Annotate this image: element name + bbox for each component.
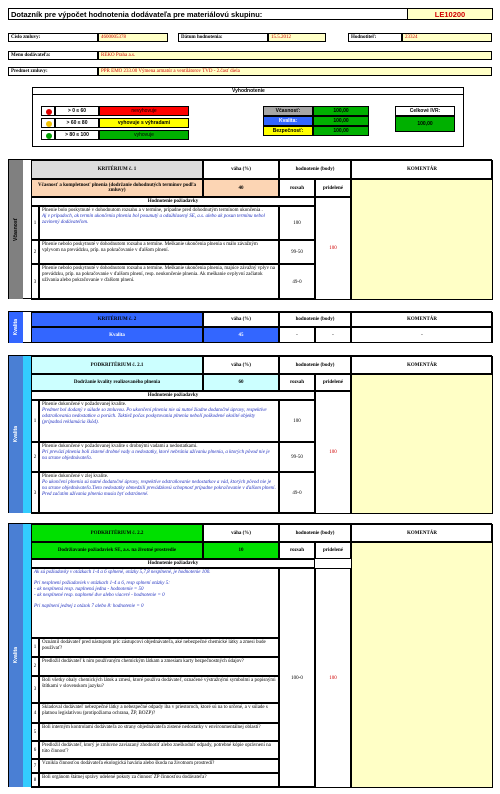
subcriterion-2-1-score-label: hodnotenie (body) bbox=[279, 356, 351, 374]
scores bbox=[263, 106, 369, 136]
criterion-2-side bbox=[9, 312, 23, 343]
subcriterion-2-1-side-stripe bbox=[23, 356, 31, 513]
criterion-1-row-1-note: Aj v prípadoch, ak termín ukončenia plnenia bol posunutý a odsúhlasený SE, a.s. alebo ak posun termínu nebol zavinený dodávateľom. bbox=[42, 214, 265, 225]
subcriterion-2-1-row-2-number: 2 bbox=[31, 442, 39, 472]
criterion-2-range: - bbox=[279, 327, 315, 343]
score-value-quality: 100,00 bbox=[313, 116, 369, 126]
score-label-safety: Bezpečnosť: bbox=[263, 126, 313, 136]
q4-number: 4 bbox=[31, 703, 39, 723]
criterion-1-name: Včasnosť a kompletnosť plnenia (dodržanie dohodnutých termínov podľa zmluvy) bbox=[31, 179, 203, 197]
criterion-1-row-3-number: 3 bbox=[31, 264, 39, 300]
q3-number: 3 bbox=[31, 676, 39, 703]
subcriterion-2-1-assigned-value[interactable]: 100 bbox=[315, 391, 351, 514]
subcriterion-2-1-title: PODKRITÉRIUM č. 2.1 bbox=[31, 356, 203, 374]
criterion-1-row-2-desc: Plnenie nebolo poskytnuté v dohodnutom rozsahu a termíne. Meškanie ukončenia plnenia s málo závažným vplyvom na prevádzku, príp. na pokračovanie v ďalšom plnení. bbox=[42, 242, 258, 253]
subcriterion-2-2-score-label: hodnotenie (body) bbox=[279, 524, 351, 542]
criterion-1-row-3-desc: Plnenie nebolo poskytnuté v dohodnutom rozsahu a termíne. Meškanie ukončenia plnenia, majúce závažný vplyv na prevádzku, príp. na pokračovanie v ďalšom plnení, resp. neukončenie plnenia. Ak meškanie ovplyvní začiatok užívania alebo pokračovanie v ďalšom plnení. bbox=[42, 266, 275, 283]
criterion-1-row-1-range: 100 bbox=[279, 206, 315, 240]
subcriterion-2-1-row-3-range: 49-0 bbox=[279, 472, 315, 514]
criterion-1-weight-label: váha (%) bbox=[203, 160, 279, 179]
subcriterion-2-2-side-label: Kvalita bbox=[13, 647, 19, 664]
legend-range-green: > 80 ≤ 100 bbox=[55, 130, 99, 140]
subcriterion-2-1-row-2-desc: Plnenie dokončené v požadovanej kvalite s drobnými vadami a nedostatkami. bbox=[42, 444, 198, 449]
q1-number: 1 bbox=[31, 638, 39, 657]
subcriterion-2-2-comment-field[interactable] bbox=[351, 542, 493, 788]
subcriterion-2-1-row-2-text bbox=[39, 442, 279, 472]
subcriterion-2-2-range-value: 100-0 bbox=[279, 568, 315, 788]
subcriterion-2-2-title: PODKRITÉRIUM č. 2.2 bbox=[31, 524, 203, 542]
subcriterion-2-2-range-label: rozsah bbox=[279, 542, 315, 559]
subcriterion-2-1-section bbox=[8, 355, 492, 513]
criterion-1-row-3-range: 49-0 bbox=[279, 264, 315, 300]
subcriterion-2-1-row-2-note: Pri preväzí plnenia boli zistené drobné vady a nedostatky, ktoré nebránia užívaniu plnenia, a ktorých pôvod nie je na strane objednávateľa. bbox=[42, 450, 270, 461]
contract-number-field[interactable]: 4600005378 bbox=[98, 33, 168, 42]
subcriterion-2-1-row-2-range: 99-50 bbox=[279, 442, 315, 472]
subcriterion-2-1-assigned-label: pridelené bbox=[315, 374, 351, 391]
criterion-1-assigned-label: pridelené bbox=[315, 179, 351, 197]
criterion-1-range-label: rozsah bbox=[279, 179, 315, 197]
meta-row-3 bbox=[8, 67, 492, 76]
q7-text: Vznikla činnosťou dodávateľa ekologická havária alebo škoda na životnom prostredí? bbox=[39, 759, 279, 773]
subcriterion-2-1-comment-label: KOMENTÁR bbox=[351, 356, 493, 374]
criterion-2-weight-label: váha (%) bbox=[203, 312, 279, 327]
score-label-quality: Kvalita: bbox=[263, 116, 313, 126]
subcriterion-2-1-row-1-note: Predmet bol dodaný v súlade so zmluvou. Po ukončení plnenia nie sú nutné žiadne dodatočné úpravy, respektíve odstraňovania nedostatkov a porúch. Taktiež počas poskytovania plnenia nebolí poškodené okolité objekty (prípadná reklamácia škôd). bbox=[42, 408, 267, 425]
supplier-name-label: Meno dodávateľa: bbox=[8, 51, 98, 60]
subcriterion-2-1-side-label: Kvalita bbox=[13, 426, 19, 443]
legend-row-yellow bbox=[41, 118, 191, 128]
criterion-2-title: KRITÉRIUM č. 2 bbox=[31, 312, 203, 327]
yellow-dot-icon bbox=[41, 118, 55, 128]
criterion-1-weight: 40 bbox=[203, 179, 279, 197]
q8-text: Boli orgánom štátnej správy udelené pokuty za činnosť ŽP činnosťou dodávateľa? bbox=[39, 773, 279, 788]
criterion-1-score-label: hodnotenie (body) bbox=[279, 160, 351, 179]
evaluation-title: Vyhodnotenie bbox=[32, 87, 464, 95]
subcriterion-2-1-comment-field[interactable] bbox=[351, 374, 493, 514]
subcriterion-2-2-weight-label: váha (%) bbox=[203, 524, 279, 542]
criterion-1-row-2-number: 2 bbox=[31, 240, 39, 264]
subcriterion-2-1-row-1-desc: Plnenie dokončené v požadovanej kvalite. bbox=[42, 402, 127, 407]
evaluation-date-field[interactable]: 15.5.2012 bbox=[268, 33, 326, 42]
legend-range-yellow: > 60 ≤ 80 bbox=[55, 118, 99, 128]
subcriterion-2-2-intro-2: Pri nesplnení požiadaviek v otázkach 1-4 a 6, resp splnení otázky 5: bbox=[34, 581, 170, 586]
contract-subject-field[interactable]: PPR EMO 233.00 Výmena armatúr a ventilátorov TVD - 2.časť diela bbox=[98, 67, 492, 76]
criterion-2-comment-label: KOMENTÁR bbox=[351, 312, 493, 327]
score-value-timeliness: 100,00 bbox=[313, 106, 369, 116]
subcriterion-2-1-row-1-range: 100 bbox=[279, 400, 315, 442]
criterion-1-row-2-range: 99-50 bbox=[279, 240, 315, 264]
evaluation-date-label: Dátum hodnotenia: bbox=[178, 33, 268, 42]
criterion-1-section bbox=[8, 159, 492, 299]
legend-row-green bbox=[41, 130, 191, 140]
contract-number-label: Číslo zmluvy: bbox=[8, 33, 98, 42]
criterion-1-side-label: Včasnosť bbox=[13, 218, 19, 241]
criterion-2-section bbox=[8, 311, 492, 343]
subcriterion-2-2-intro bbox=[31, 568, 279, 638]
subcriterion-2-1-row-1-number: 1 bbox=[31, 400, 39, 442]
evaluator-field[interactable]: 23324 bbox=[402, 33, 492, 42]
subcriterion-2-2-intro-4: - ak nesplnené resp. naplnené dve alebo viaceré - hodnotenie = 0 bbox=[34, 593, 165, 598]
q1-text: Oznámil dodávateľ pred nástupom príc zástupcovi objednávateľa, aké nebezpečné chemické látky a zmesi bude používať? bbox=[39, 638, 279, 657]
q7-number: 7 bbox=[31, 759, 39, 773]
subcriterion-2-1-weight-label: váha (%) bbox=[203, 356, 279, 374]
subcriterion-2-1-side bbox=[9, 356, 23, 513]
q6-number: 6 bbox=[31, 741, 39, 759]
q4-text: Skladoval dodávateľ nebezpečné látky a nebezpečné odpady iba v priestoroch, ktoré sú na to určené, a v súlade s platnou legislatívou (protipožiarna ochrana, ŽP, BOZP)? bbox=[39, 703, 279, 723]
criterion-1-row-1-text bbox=[39, 206, 279, 240]
supplier-name-field[interactable]: REKO Praha a.s. bbox=[98, 51, 492, 60]
subcriterion-2-1-row-3-number: 3 bbox=[31, 472, 39, 514]
contract-subject-label: Predmet zmluvy: bbox=[8, 67, 98, 76]
page-title: Dotazník pre výpočet hodnotenia dodávateľa pre materiálovú skupinu: bbox=[11, 10, 263, 19]
total-ivr-value: 100,00 bbox=[395, 116, 455, 132]
legend-row-red bbox=[41, 106, 191, 116]
q8-number: 8 bbox=[31, 773, 39, 788]
criterion-1-row-2-text bbox=[39, 240, 279, 264]
subcriterion-2-2-assigned-value[interactable]: 100 bbox=[315, 568, 351, 788]
criterion-1-comment-label: KOMENTÁR bbox=[351, 160, 493, 179]
criterion-2-assigned: - bbox=[315, 327, 351, 343]
q2-number: 2 bbox=[31, 657, 39, 676]
criterion-1-row-1-desc: Plnenie bolo poskytnuté v dohodnutom rozsahu a v termíne, prípadne pred dohodnutým termínom ukončenia . bbox=[42, 208, 263, 213]
meta-row-2 bbox=[8, 51, 492, 60]
criterion-1-assigned-value[interactable]: 100 bbox=[315, 197, 351, 300]
criterion-2-score-label: hodnotenie (body) bbox=[279, 312, 351, 327]
q5-text: Boli interným kontrolami dodávateľa zo strany objednávateľa zistené nedostatky v environmentálnej oblasti? bbox=[39, 723, 279, 741]
total-ivr-label: Celkové IVR: bbox=[395, 106, 455, 116]
criterion-2-weight: 45 bbox=[203, 327, 279, 343]
evaluator-label: Hodnotiteľ: bbox=[348, 33, 402, 42]
subcriterion-2-1-row-3-note: Po ukončení plnenia sú nutné dodatočné úpravy, respektíve odstraňovanie nedostatkov a vád, ktorých pôvod nie je na strane objednávateľa.Tieto nedostatky obmedzili prevádzkovú schopnosť prípadne pokračovanie v ďalšom plnení. Pred začatím užívania plnenia musia byť odstránené. bbox=[42, 480, 276, 497]
score-label-timeliness: Včasnosť: bbox=[263, 106, 313, 116]
green-dot-icon bbox=[41, 130, 55, 140]
legend bbox=[41, 106, 191, 142]
red-dot-icon bbox=[41, 106, 55, 116]
evaluation-summary bbox=[32, 87, 464, 147]
meta-row-1 bbox=[8, 33, 492, 42]
legend-label-yellow: vyhovuje s výhradami bbox=[99, 118, 189, 128]
title-bar bbox=[8, 8, 492, 20]
legend-label-green: vyhovuje bbox=[99, 130, 189, 140]
criterion-1-requirements: Hodnotenie požiadavky bbox=[31, 197, 315, 206]
criterion-2-name: Kvalita bbox=[31, 327, 203, 343]
criterion-1-side bbox=[9, 160, 23, 299]
subcriterion-2-2-intro-5: Pri naplnení jednej z otázok 7 alebo 8: hodnotenie = 0 bbox=[34, 604, 144, 609]
subcriterion-2-2-side bbox=[9, 524, 23, 787]
criterion-1-comment-field[interactable] bbox=[351, 179, 493, 300]
subcriterion-2-2-weight: 10 bbox=[203, 542, 279, 559]
subcriterion-2-2-intro-1: Ak sú požiadavky v otázkach 1-4 a 6 splnené, otázky 5,7,8 nesplnené, je hodnotenie 100. bbox=[34, 570, 211, 575]
legend-range-red: > 0 ≤ 60 bbox=[55, 106, 99, 116]
subcriterion-2-1-requirements: Hodnotenie požiadavky bbox=[31, 391, 315, 400]
subcriterion-2-1-range-label: rozsah bbox=[279, 374, 315, 391]
subcriterion-2-2-side-stripe bbox=[23, 524, 31, 787]
subcriterion-2-2-intro-3: - ak nesplnená resp. naplnená jedna - hodnotenie = 50 bbox=[34, 587, 144, 592]
subcriterion-2-2-requirements: Hodnotenie požiadavky bbox=[31, 559, 315, 568]
criterion-1-row-3-text bbox=[39, 264, 279, 300]
subcriterion-2-1-row-3-text bbox=[39, 472, 279, 514]
q2-text: Predložil dodávateľ k nim používaným chemickým látkam a zmesiam karty bezpečnostných údajov? bbox=[39, 657, 279, 676]
criterion-2-side-label: Kvalita bbox=[13, 319, 19, 336]
subcriterion-2-1-name: Dodržanie kvality realizovaného plnenia bbox=[31, 374, 203, 391]
subcriterion-2-2-assigned-label: pridelené bbox=[315, 542, 351, 559]
score-value-safety: 100,00 bbox=[313, 126, 369, 136]
criterion-1-row-1-number: 1 bbox=[31, 206, 39, 240]
q6-text: Predložil dodávateľ, ktorý je zmluvne zaviazaný zhodnotiť alebo zneškodniť odpady, potrebné kópie oprávnení na túto činnosť? bbox=[39, 741, 279, 759]
q5-number: 5 bbox=[31, 723, 39, 741]
subcriterion-2-1-row-3-desc: Plnenie dokončené v zlej kvalite. bbox=[42, 474, 109, 479]
subcriterion-2-2-name: Dodržiavanie požiadaviek SE, a.s. na životné prostredie bbox=[31, 542, 203, 559]
criterion-2-comment: - bbox=[351, 327, 493, 343]
criterion-1-title: KRITÉRIUM č. 1 bbox=[31, 160, 203, 179]
q3-text: Boli všetky obaly chemických látok a zmesí, ktoré používa dodávateľ, označené výstražnými symbolmi a popisnými štítkami v slovenskom jazyku? bbox=[39, 676, 279, 703]
subcriterion-2-2-section bbox=[8, 523, 492, 787]
material-group-code: LE10200 bbox=[407, 8, 493, 20]
legend-label-red: nevyhovuje bbox=[99, 106, 189, 116]
subcriterion-2-2-comment-label: KOMENTÁR bbox=[351, 524, 493, 542]
subcriterion-2-1-weight: 60 bbox=[203, 374, 279, 391]
subcriterion-2-1-row-1-text bbox=[39, 400, 279, 442]
